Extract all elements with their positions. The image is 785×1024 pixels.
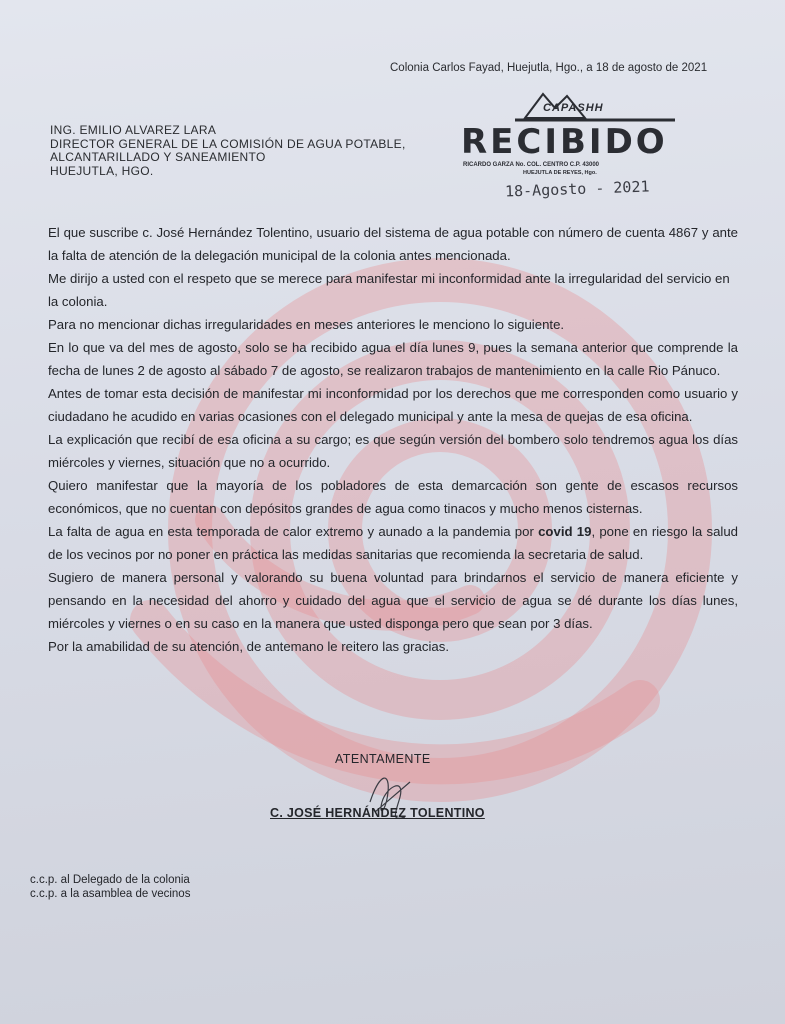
recipient-title: DIRECTOR GENERAL DE LA COMISIÓN DE AGUA POTABLE, (50, 136, 406, 151)
recipient-city: HUEJUTLA, HGO. (50, 163, 154, 178)
paragraph-purpose: Me dirijo a usted con el respeto que se merece para manifestar mi inconformidad ante la irregularidad del servicio en la colonia. (48, 271, 730, 309)
paragraph-august: En lo que va del mes de agosto, solo se ha recibido agua el día lunes 9, pues la semana anterior que comprende la fecha de lunes 2 de agosto al sábado 7 de agosto, se realizaron trabajos de mantenimiento en la calle Rio Pánuco. (48, 340, 738, 378)
ccp-block (30, 873, 190, 901)
paragraph-previous-complaints: Antes de tomar esta decisión de manifestar mi inconformidad por los derechos que me corresponden como usuario y ciudadano he acudido en varias ocasiones con el delegado municipal y ante la mesa de quejas de esa oficina. (48, 386, 738, 424)
ccp-line-1: c.c.p. al Delegado de la colonia (30, 874, 190, 886)
stamp-title: RECIBIDO (461, 122, 668, 162)
stamp-address: RICARDO GARZA No. COL. CENTRO C.P. 43000 (463, 162, 600, 168)
letter-body (48, 221, 738, 658)
paragraph-explanation: La explicación que recibí de esa oficina a su cargo; es que según versión del bombero solo tendremos agua los días miércoles y viernes, situación que no a ocurrido. (48, 432, 738, 470)
paragraph-thanks: Por la amabilidad de su atención, de antemano le reitero las gracias. (48, 639, 449, 654)
paragraph-covid (48, 520, 738, 566)
signature-icon (360, 762, 420, 832)
paragraph-suggestion: Sugiero de manera personal y valorando su buena voluntad para brindarnos el servicio de manera eficiente y pensando en la necesidad del ahorro y cuidado del agua que el servicio de agua se dé durante los días lunes, miércoles y viernes o en su caso en la manera que usted disponga pero que sean por 3 días. (48, 570, 738, 631)
received-stamp (455, 88, 690, 208)
covid-text-bold: covid 19 (538, 524, 592, 539)
paragraph-lead: Para no mencionar dichas irregularidades en meses anteriores le menciono lo siguiente. (48, 317, 565, 332)
stamp-handwritten-date: 18-Agosto - 2021 (504, 177, 650, 201)
ccp-line-2: c.c.p. a la asamblea de vecinos (30, 888, 191, 900)
stamp-city: HUEJUTLA DE REYES, Hgo. (523, 170, 597, 176)
covid-text-after: , pone en riesgo la salud de los vecinos por no poner en práctica las medidas sanitarias que recomienda la secretaria de salud. (48, 524, 739, 562)
paragraph-residents: Quiero manifestar que la mayoría de los pobladores de esta demarcación son gente de escasos recursos económicos, que no cuentan con depósitos grandes de agua como tinacos y mucho menos cisternas. (48, 478, 738, 516)
paragraph-intro: El que suscribe c. José Hernández Tolentino, usuario del sistema de agua potable con número de cuenta 4867 y ante la falta de atención de la delegación municipal de la colonia antes mencionada. (48, 225, 738, 263)
stamp-org: CAPASHH (543, 102, 604, 114)
place-date-line: Colonia Carlos Fayad, Huejutla, Hgo., a 18 de agosto de 2021 (390, 62, 708, 74)
closing-salutation: ATENTAMENTE (335, 752, 431, 766)
recipient-title-cont: ALCANTARILLADO Y SANEAMIENTO (50, 150, 266, 164)
recipient-block (50, 124, 406, 178)
signer-name: C. JOSÉ HERNÁNDEZ TOLENTINO (270, 806, 485, 820)
covid-text-before: La falta de agua en esta temporada de calor extremo y aunado a la pandemia por (48, 524, 539, 539)
recipient-name: ING. EMILIO ALVAREZ LARA (50, 123, 217, 137)
